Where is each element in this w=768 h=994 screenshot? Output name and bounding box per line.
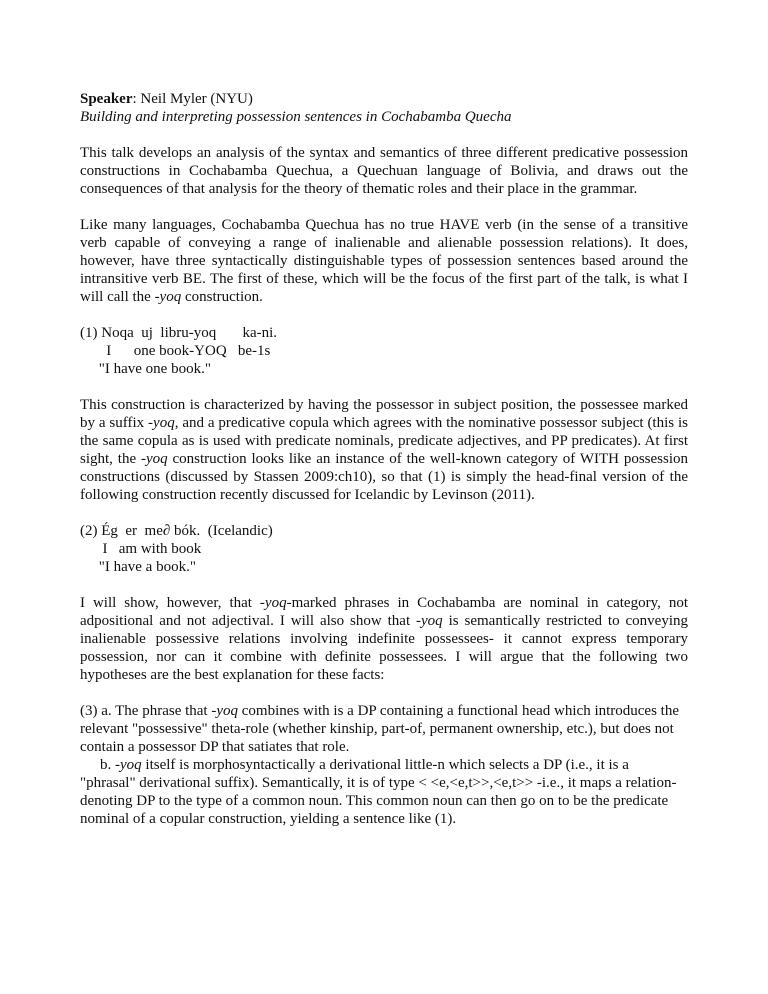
para3-text-3: construction looks like an instance of the well-known category of WITH possession constructions (discussed by Stassen 2009:ch10), so that (1) is simply the head-final version of the following construction recently discussed for Icelandic by Levinson (2011). xyxy=(80,451,689,503)
speaker-label: Speaker xyxy=(80,91,133,107)
example-1-translation: "I have one book." xyxy=(80,361,211,377)
para3-text-1: This construction is characterized by having the possessor in subject position, the possessee marked by a suffix xyxy=(80,397,688,431)
speaker-line xyxy=(80,90,688,108)
construction-paragraph xyxy=(80,396,688,504)
intro-paragraph: This talk develops an analysis of the syntax and semantics of three different predicative possession constructions in Cochabamba Quechua, a Quechuan language of Bolivia, and draws out the consequences of that analysis for the theory of thematic roles and their place in the grammar. xyxy=(80,145,688,197)
have-verb-paragraph xyxy=(80,216,688,306)
hyp-b-text-2: itself is morphosyntactically a derivational little-n which selects a DP (i.e., it is a "phrasal" derivational suffix). Semantically, it is of type < <e,<e,t>>,<e,t>> -i.e., it maps a relation-denoting DP to the type of a common noun. This common noun can then go on to be the predicate nominal of a copular construction, yielding a sentence like (1). xyxy=(80,757,677,827)
example-2-icelandic: (2) Ég er me∂ bók. (Icelandic) xyxy=(80,523,273,539)
yoq-term: -yoq xyxy=(211,703,238,719)
hyp-b-text-1: b. xyxy=(100,757,115,773)
hypothesis-b xyxy=(80,756,688,828)
para4-text-1: I will show, however, that xyxy=(80,595,260,611)
para2-text-a: Like many languages, Cochabamba Quechua has no true HAVE verb (in the sense of a transitive verb capable of conveying a range of inalienable and alienable possession relations). It does, however, have three syntactically distinguishable types of possession sentences based around the intransitive verb BE. The first of these, which will be the focus of the first part of the talk, is what I will call the xyxy=(80,217,688,305)
example-1 xyxy=(80,324,688,378)
hypothesis-a xyxy=(80,702,688,756)
example-2 xyxy=(80,522,688,576)
talk-title: Building and interpreting possession sentences in Cochabamba Quecha xyxy=(80,109,512,125)
yoq-term: -yoq xyxy=(148,415,175,431)
para4-text-2: -marked phrases in Cochabamba are nominal in category, not adpositional and not adjectival. I will also show that xyxy=(80,595,688,629)
analysis-paragraph xyxy=(80,594,688,684)
yoq-term: -yoq xyxy=(259,595,287,611)
speaker-name: : Neil Myler (NYU) xyxy=(132,91,253,107)
example-2-translation: "I have a book." xyxy=(80,559,196,575)
example-1-gloss: I one book-YOQ be-1s xyxy=(80,343,271,359)
para4-text-3: is semantically restricted to conveying inalienable possessive relations involving indefinite possessees- it cannot express temporary possession, nor can it combine with definite possessees. I will argue that the following two hypotheses are the best explanation for these facts: xyxy=(80,613,688,683)
yoq-term: -yoq xyxy=(416,613,443,629)
yoq-term: -yoq xyxy=(154,289,182,305)
yoq-term: -yoq xyxy=(115,757,142,773)
hyp-a-text-1: (3) a. The phrase that xyxy=(80,703,212,719)
para2-text-b: construction. xyxy=(181,289,263,305)
yoq-term: -yoq xyxy=(140,451,168,467)
example-2-gloss: I am with book xyxy=(80,541,202,557)
para3-text-2: , and a predicative copula which agrees with the nominative possessor subject (this is the same copula as is used with predicate nominals, predicate adjectives, and PP predicates). At first sight, the xyxy=(80,415,688,467)
hyp-a-text-2: combines with is a DP containing a functional head which introduces the relevant "possessive" theta-role (whether kinship, part-of, permanent ownership, etc.), but does not contain a possessor DP that satiates that role. xyxy=(80,703,680,755)
document-page xyxy=(80,90,688,828)
example-1-quechua: (1) Noqa uj libru-yoq ka-ni. xyxy=(80,325,278,341)
